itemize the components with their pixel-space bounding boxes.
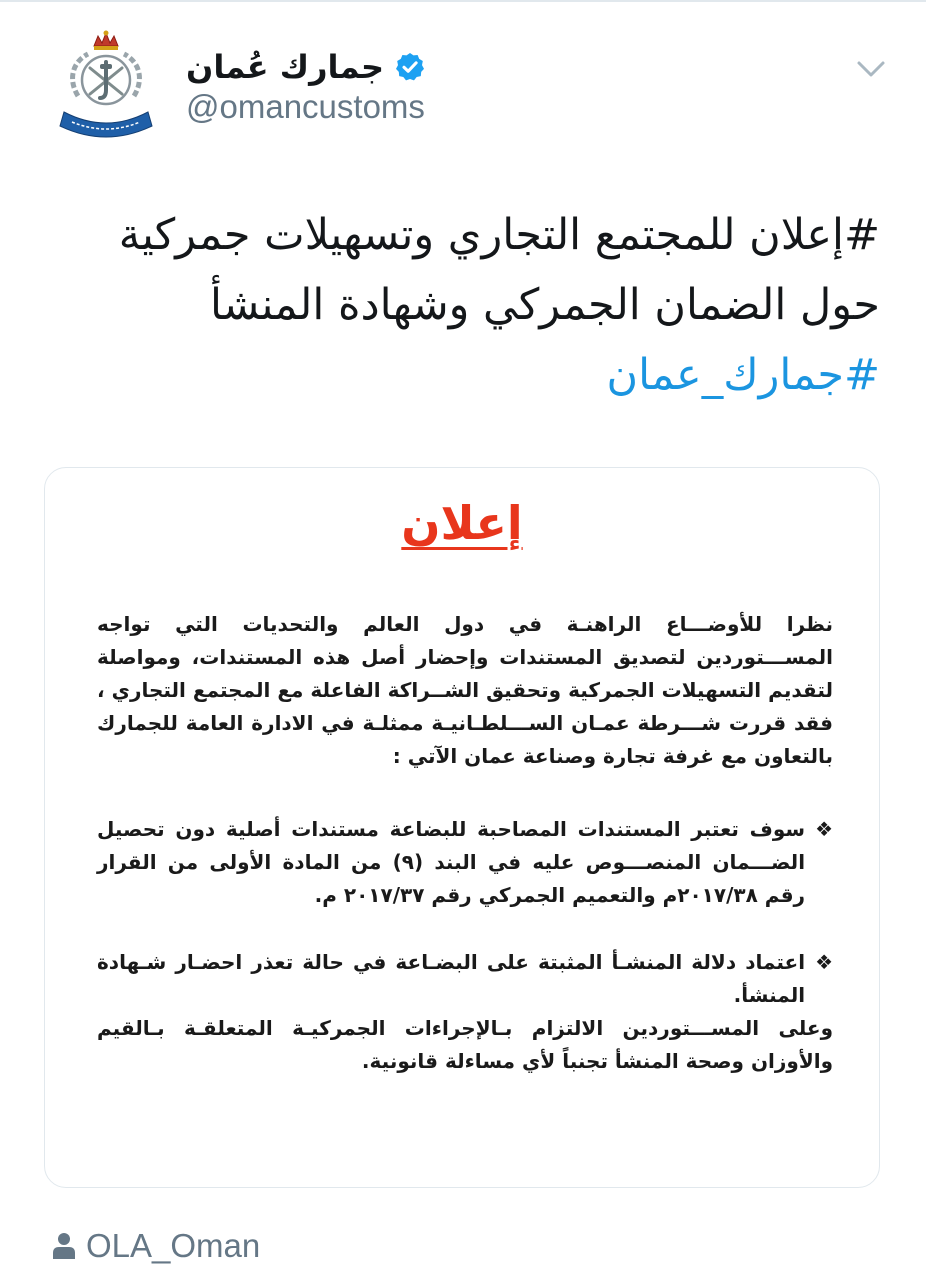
announcement-closing: وعلى المســـتوردين الالتزام بـالإجراءات الجمركيـة المتعلقـة بـالقيم والأوزان وصحة المنشأ تجنباً لأي مساءلة قانونية.: [97, 1016, 833, 1073]
announcement-intro: نظرا للأوضـــاع الراهنـة في دول العالم والتحديات التي تواجه المســـتوردين لتصديق المستندات وإحضار أصل هذه المستندات، ومواصلة لتقديم التسهيلات الجمركية وتحقيق الشــراكة الفاعلة مع المجتمع التجاري ، فقد قررت شـــرطة عمـان الســـلطـانيـة ممثلـة في الادارة العامة للجمارك بالتعاون مع غرفة تجارة وصناعة عمان الآتي :: [97, 612, 833, 768]
hashtag-link[interactable]: #جمارك_عمان: [606, 350, 880, 400]
tagged-username[interactable]: OLA_Oman: [86, 1227, 261, 1264]
bullet-1-text: سوف تعتبر المستندات المصاحبة للبضاعة مستندات أصلية دون تحصيل الضـــمان المنصـــوص عليه في البند (٩) من المادة الأولى من القرار رقم ٢٠١٧/٣٨م والتعميم الجمركي رقم ٢٠١٧/٣٧ م.: [97, 817, 806, 907]
announcement-bullet-2: [97, 946, 833, 1012]
tweet-body: #إعلان للمجتمع التجاري وتسهيلات جمركية حول الضمان الجمركي وشهادة المنشأ: [118, 210, 880, 330]
chevron-down-icon[interactable]: [856, 58, 886, 80]
user-handle[interactable]: @omancustoms: [186, 88, 425, 125]
announcement-bullet-1: [97, 813, 833, 912]
bullet-diamond-icon: ❖: [815, 950, 833, 974]
announcement-body: [97, 608, 833, 1078]
image-tag-footer[interactable]: [52, 1226, 260, 1266]
top-divider: [0, 0, 926, 2]
bullet-2-text: اعتماد دلالة المنشـأ المثبتة على البضـاعة في حالة تعذر احضـار شـهادة المنشأ.: [97, 950, 806, 1007]
oman-customs-emblem-icon[interactable]: [56, 30, 156, 142]
announcement-title-text: إعلان: [401, 496, 523, 550]
display-name[interactable]: جمارك عُمان: [186, 48, 385, 86]
verified-badge-icon: [394, 51, 426, 83]
display-name-row: [186, 44, 426, 90]
person-icon: [52, 1232, 76, 1260]
bullet-diamond-icon: ❖: [815, 817, 833, 841]
tweet-text: [40, 200, 880, 410]
announcement-card[interactable]: [44, 467, 880, 1188]
announcement-title: [45, 496, 879, 550]
